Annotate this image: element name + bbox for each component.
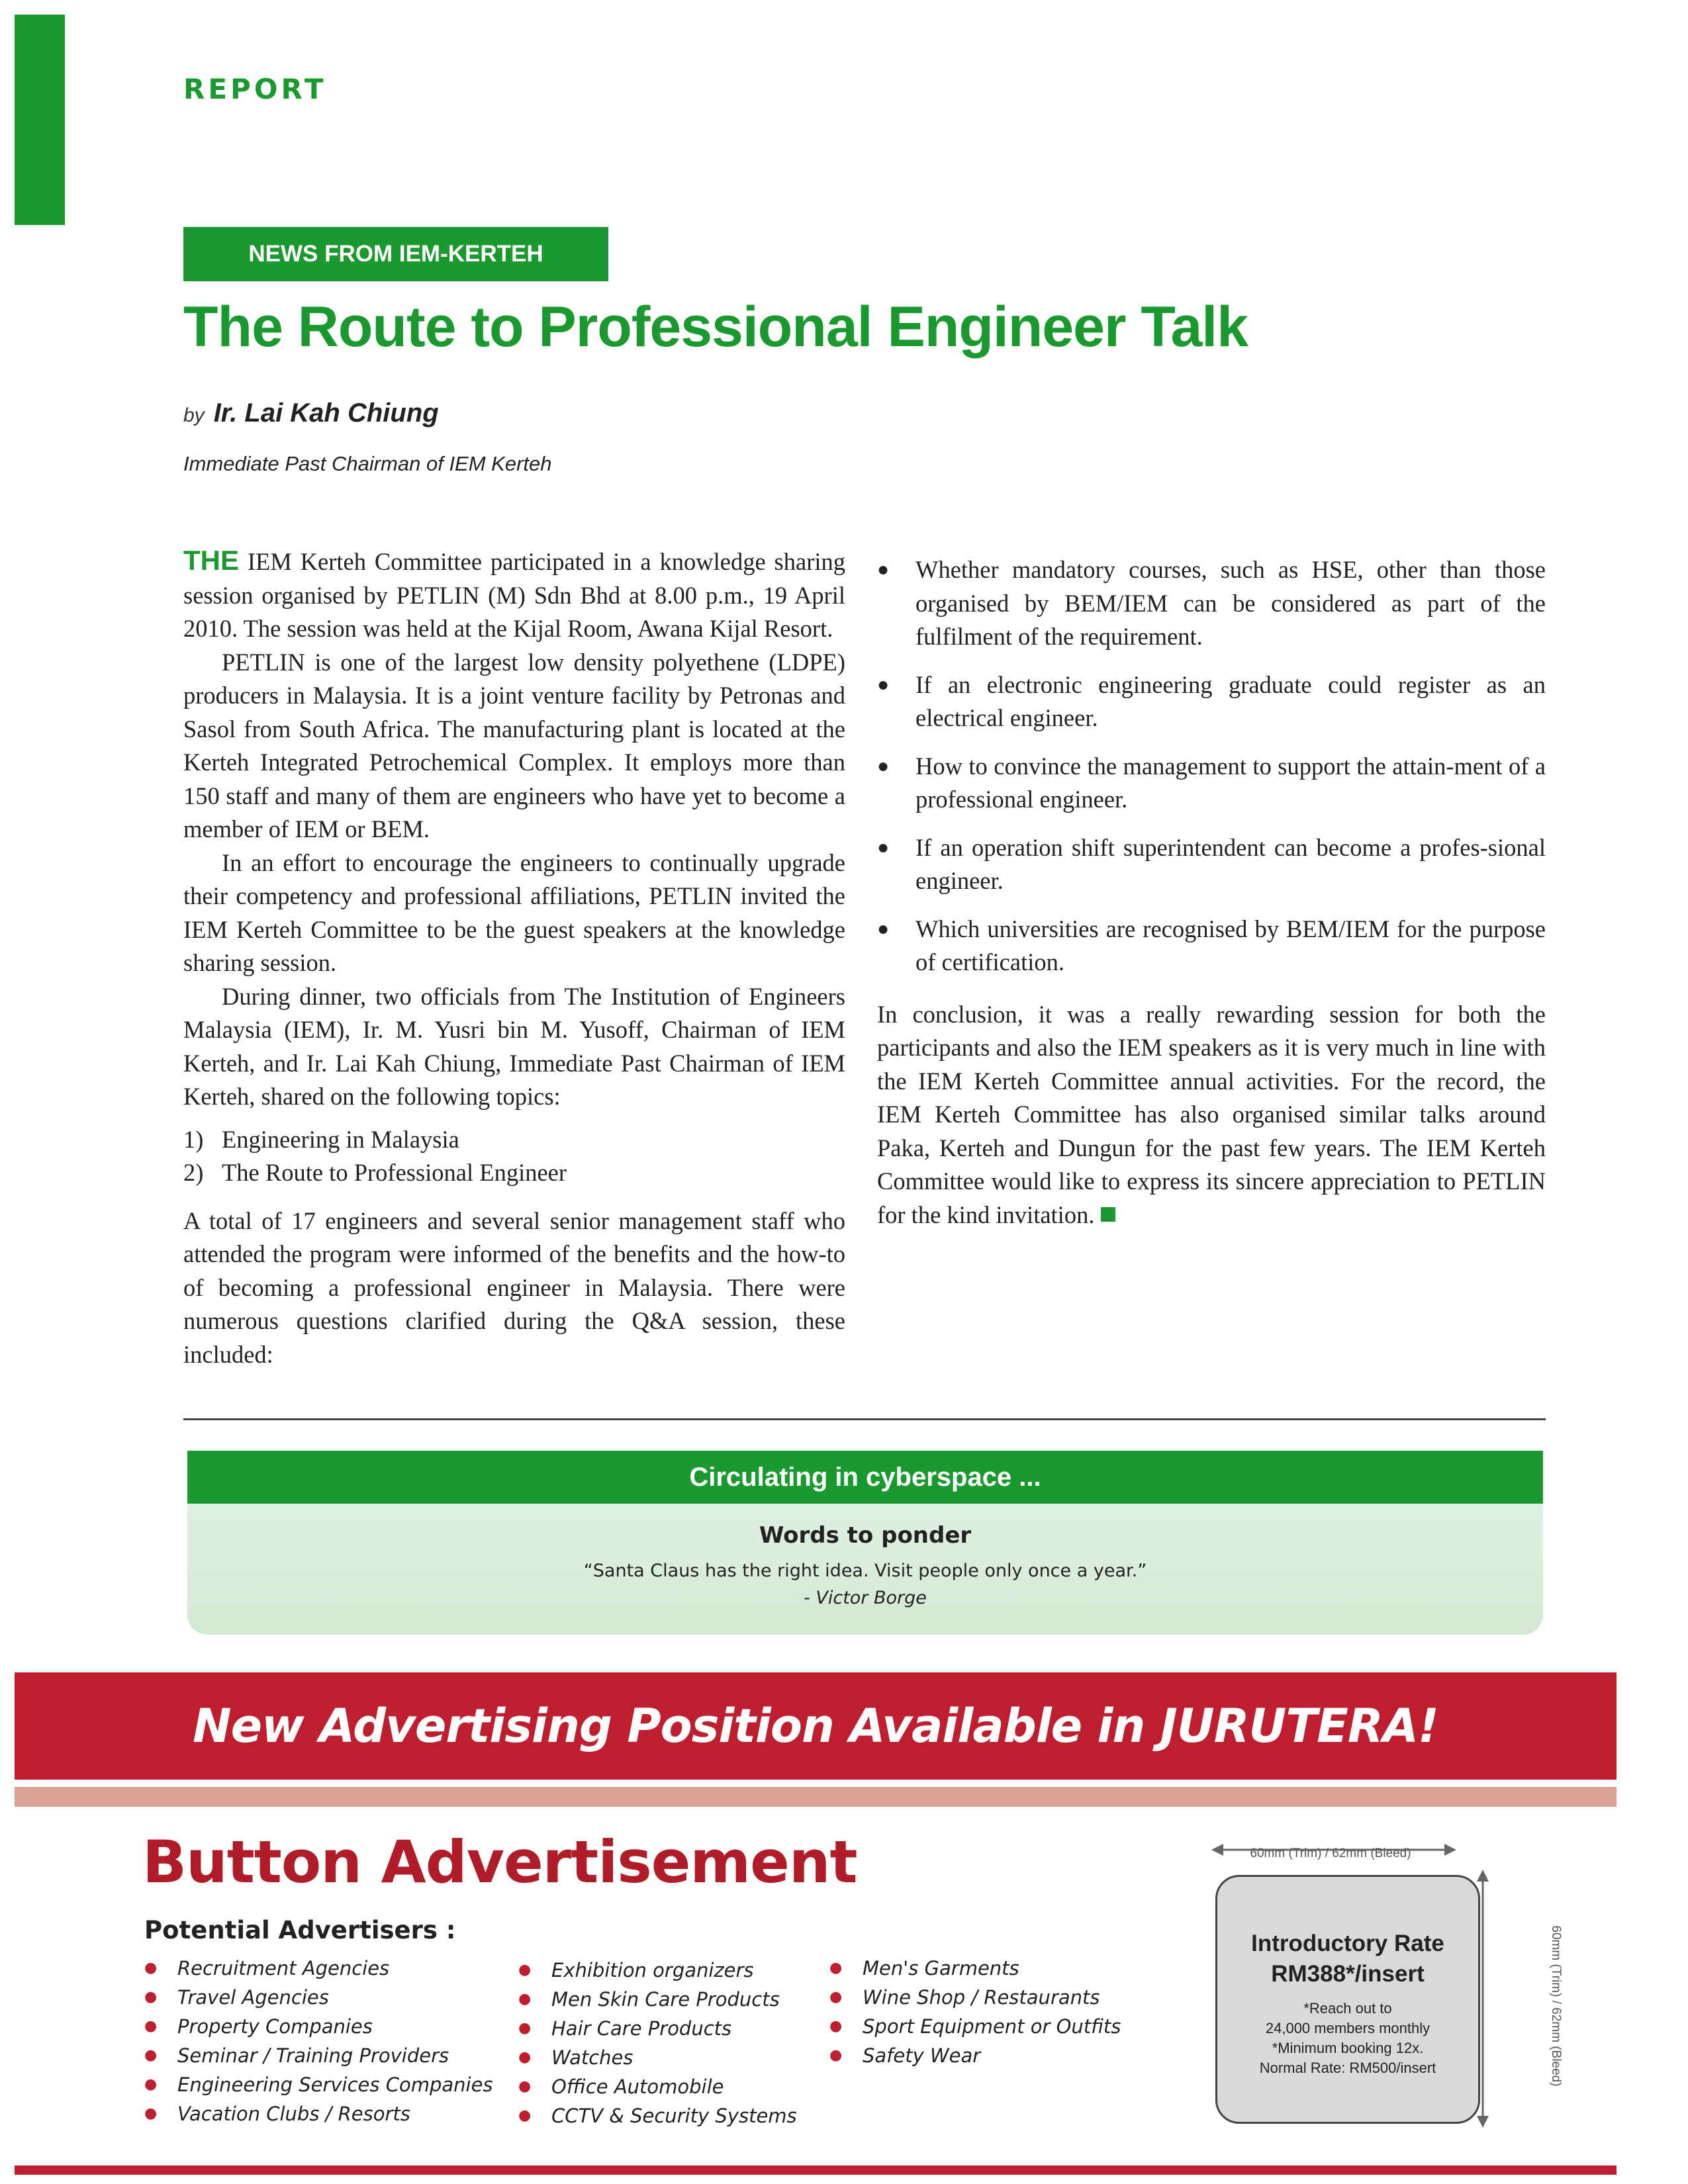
- advert-title: Button Advertisement: [142, 1828, 857, 1896]
- list-item: [829, 2041, 1121, 2070]
- ponder-heading: Words to ponder: [759, 1522, 972, 1549]
- cyberspace-title: Circulating in cyberspace ...: [187, 1451, 1543, 1504]
- rate-note-line: *Minimum booking 12x.: [1272, 2040, 1424, 2056]
- list-item: [829, 1983, 1121, 2012]
- author-name: Ir. Lai Kah Chiung: [213, 398, 439, 428]
- rate-title: [1217, 1929, 1478, 1989]
- article-column-left: [183, 544, 845, 1371]
- paragraph: PETLIN is one of the largest low density polyethene (LDPE) producers in Malaysia. It is a joint venture facility by Petronas and Sasol from South Africa. The manufacturing plant is located at the Kerteh Integrated Petrochemical Complex. It employs more than 150 staff and many of them are engineers who have yet to become a member of IEM or BEM.: [183, 648, 845, 842]
- advertisers-list: [144, 1954, 493, 2128]
- list-text: Men's Garments: [863, 1957, 1019, 1979]
- section-divider: [183, 1418, 1546, 1420]
- list-text: Hair Care Products: [551, 2017, 732, 2040]
- list-text: Office Automobile: [551, 2075, 724, 2098]
- list-text: Wine Shop / Restaurants: [863, 1986, 1100, 2009]
- list-item: [144, 2012, 493, 2041]
- list-text: CCTV & Security Systems: [551, 2105, 797, 2127]
- list-item: [144, 2041, 493, 2070]
- bullet-icon: ●: [144, 2105, 158, 2122]
- list-item: [518, 2072, 797, 2101]
- height-dimension-label: 60mm (Trim) / 62mm (Bleed): [1549, 1925, 1563, 2087]
- bullet-icon: ●: [518, 1991, 532, 2007]
- list-item: [877, 553, 1546, 654]
- bullet-icon: ●: [518, 2049, 532, 2066]
- bullet-icon: ●: [144, 1989, 158, 2005]
- paragraph: [183, 544, 845, 646]
- bullet-icon: ●: [518, 2107, 532, 2124]
- bullet-icon: ●: [877, 673, 890, 696]
- paragraph: During dinner, two officials from The Institution of Engineers Malaysia (IEM), Ir. M. Yusri bin M. Yusoff, Chairman of IEM Kerteh, and Ir. Lai Kah Chiung, Immediate Past Chairman of IEM Kerteh, shared on the following topics:: [183, 982, 845, 1110]
- list-text: Which universities are recognised by BEM/IEM for the purpose of certification.: [915, 915, 1546, 976]
- bullet-icon: ●: [829, 1960, 843, 1976]
- rate-note-line: *Reach out to: [1303, 2000, 1392, 2017]
- list-text: The Route to Professional Engineer: [222, 1159, 567, 1186]
- article-title: The Route to Professional Engineer Talk: [183, 295, 1248, 359]
- list-text: Seminar / Training Providers: [177, 2044, 449, 2067]
- article-column-right: [877, 541, 1546, 1232]
- advertisers-heading: Potential Advertisers :: [144, 1916, 456, 1944]
- paragraph-text: In conclusion, it was a really rewarding session for both the participants and also the IEM speakers as it is very much in line with the IEM Kerteh Committee annual activities. For the record, the IEM Kerteh Committee has also organised similar talks around Paka, Kerteh and Dungun for the past few years. The IEM Kerteh Committee would like to express its sincere appreciation to PETLIN for the kind invitation.: [877, 1000, 1546, 1228]
- bullet-icon: ●: [144, 2018, 158, 2034]
- ponder-quote: “Santa Claus has the right idea. Visit people only once a year.”: [583, 1561, 1147, 1581]
- paragraph: [877, 998, 1546, 1232]
- paragraph: In an effort to encourage the engineers to continually upgrade their competency and professional affiliations, PETLIN invited the IEM Kerteh Committee to be the guest speakers at the knowledge sharing session.: [183, 848, 845, 976]
- advertisers-list: [518, 1956, 797, 2130]
- list-text: If an electronic engineering graduate could register as an electrical engineer.: [915, 670, 1546, 731]
- byline: [183, 398, 439, 428]
- section-label: REPORT: [183, 73, 327, 105]
- list-text: Sport Equipment or Outfits: [863, 2015, 1121, 2038]
- bullet-icon: ●: [877, 917, 890, 940]
- list-item: [829, 1954, 1121, 1983]
- list-item: [829, 2012, 1121, 2041]
- list-item: [144, 1983, 493, 2012]
- advertisers-list: [829, 1954, 1121, 2070]
- bullet-icon: ●: [877, 754, 890, 777]
- width-dimension-label: 60mm (Trim) / 62mm (Bleed): [1250, 1846, 1411, 1860]
- byline-prefix: by: [183, 404, 205, 426]
- list-text: Engineering in Malaysia: [222, 1125, 459, 1153]
- topic-list: [183, 1123, 845, 1190]
- bullet-icon: ●: [829, 1989, 843, 2005]
- author-affiliation: Immediate Past Chairman of IEM Kerteh: [183, 452, 552, 475]
- list-item: [518, 1956, 797, 1985]
- bullet-icon: ●: [829, 2018, 843, 2034]
- list-item: [144, 2099, 493, 2128]
- list-item: [183, 1123, 845, 1157]
- paragraph-text: IEM Kerteh Committee participated in a knowledge sharing session organised by PETLIN (M) Sdn Bhd at 8.00 p.m., 19 April 2010. The session was held at the Kijal Room, Awana Kijal Resort.: [183, 548, 845, 642]
- kicker-text: NEWS FROM IEM-KERTEH: [248, 241, 543, 267]
- rate-note: [1217, 1999, 1478, 2078]
- list-item: [518, 2043, 797, 2072]
- list-item: [877, 831, 1546, 898]
- list-text: How to convince the management to support the attain-ment of a professional engineer.: [915, 752, 1546, 813]
- end-mark-icon: [1101, 1207, 1115, 1222]
- bullet-icon: ●: [518, 2078, 532, 2095]
- list-text: Vacation Clubs / Resorts: [177, 2103, 410, 2125]
- list-text: If an operation shift superintendent can become a profes-sional engineer.: [915, 833, 1546, 894]
- list-text: Whether mandatory courses, such as HSE, other than those organised by BEM/IEM can be considered as part of the fulfilment of the requirement.: [915, 556, 1546, 650]
- advert-banner: New Advertising Position Available in JURUTERA!: [15, 1672, 1617, 1780]
- list-item: [518, 2014, 797, 2043]
- list-text: Exhibition organizers: [551, 1959, 754, 1981]
- list-text: Safety Wear: [863, 2044, 981, 2067]
- list-item: [518, 1985, 797, 2014]
- cyberspace-box: [187, 1451, 1543, 1635]
- bullet-icon: ●: [518, 2020, 532, 2036]
- bullet-icon: ●: [144, 1960, 158, 1976]
- list-text: Men Skin Care Products: [551, 1988, 780, 2011]
- article-kicker: [183, 227, 608, 281]
- list-text: Property Companies: [177, 2015, 373, 2038]
- list-text: Watches: [551, 2046, 633, 2069]
- list-text: Engineering Services Companies: [177, 2073, 493, 2096]
- list-item: [518, 2101, 797, 2130]
- list-number: 1): [183, 1125, 204, 1153]
- bullet-icon: ●: [877, 559, 890, 580]
- list-text: Travel Agencies: [177, 1986, 329, 2009]
- list-item: [144, 1954, 493, 1983]
- rate-note-line: Normal Rate: RM500/insert: [1259, 2060, 1436, 2076]
- list-item: [144, 2070, 493, 2099]
- paragraph: A total of 17 engineers and several senior management staff who attended the program were informed of the benefits and the how-to of becoming a professional engineer in Malaysia. There were numerous questions clarified during the Q&A session, these included:: [183, 1206, 845, 1368]
- bottom-rule: [15, 2165, 1617, 2175]
- list-item: [877, 913, 1546, 979]
- bullet-icon: ●: [144, 2076, 158, 2093]
- bullet-icon: ●: [144, 2047, 158, 2064]
- rate-title-line: RM388*/insert: [1271, 1961, 1425, 1987]
- list-number: 2): [183, 1159, 204, 1186]
- height-arrow-icon: [1470, 1870, 1496, 2128]
- bullet-icon: ●: [877, 836, 890, 858]
- list-item: [183, 1156, 845, 1190]
- question-list: [877, 553, 1546, 979]
- lead-word: THE: [183, 545, 239, 576]
- ponder-attribution: - Victor Borge: [804, 1588, 927, 1608]
- bullet-icon: ●: [518, 1962, 532, 1978]
- rate-note-line: 24,000 members monthly: [1265, 2020, 1430, 2036]
- advert-stripe: [15, 1787, 1617, 1807]
- rate-title-line: Introductory Rate: [1251, 1931, 1444, 1956]
- list-text: Recruitment Agencies: [177, 1957, 390, 1979]
- rate-box: [1215, 1875, 1480, 2124]
- bullet-icon: ●: [829, 2047, 843, 2064]
- list-item: [877, 668, 1546, 735]
- list-item: [877, 750, 1546, 817]
- section-color-bar: [15, 15, 65, 225]
